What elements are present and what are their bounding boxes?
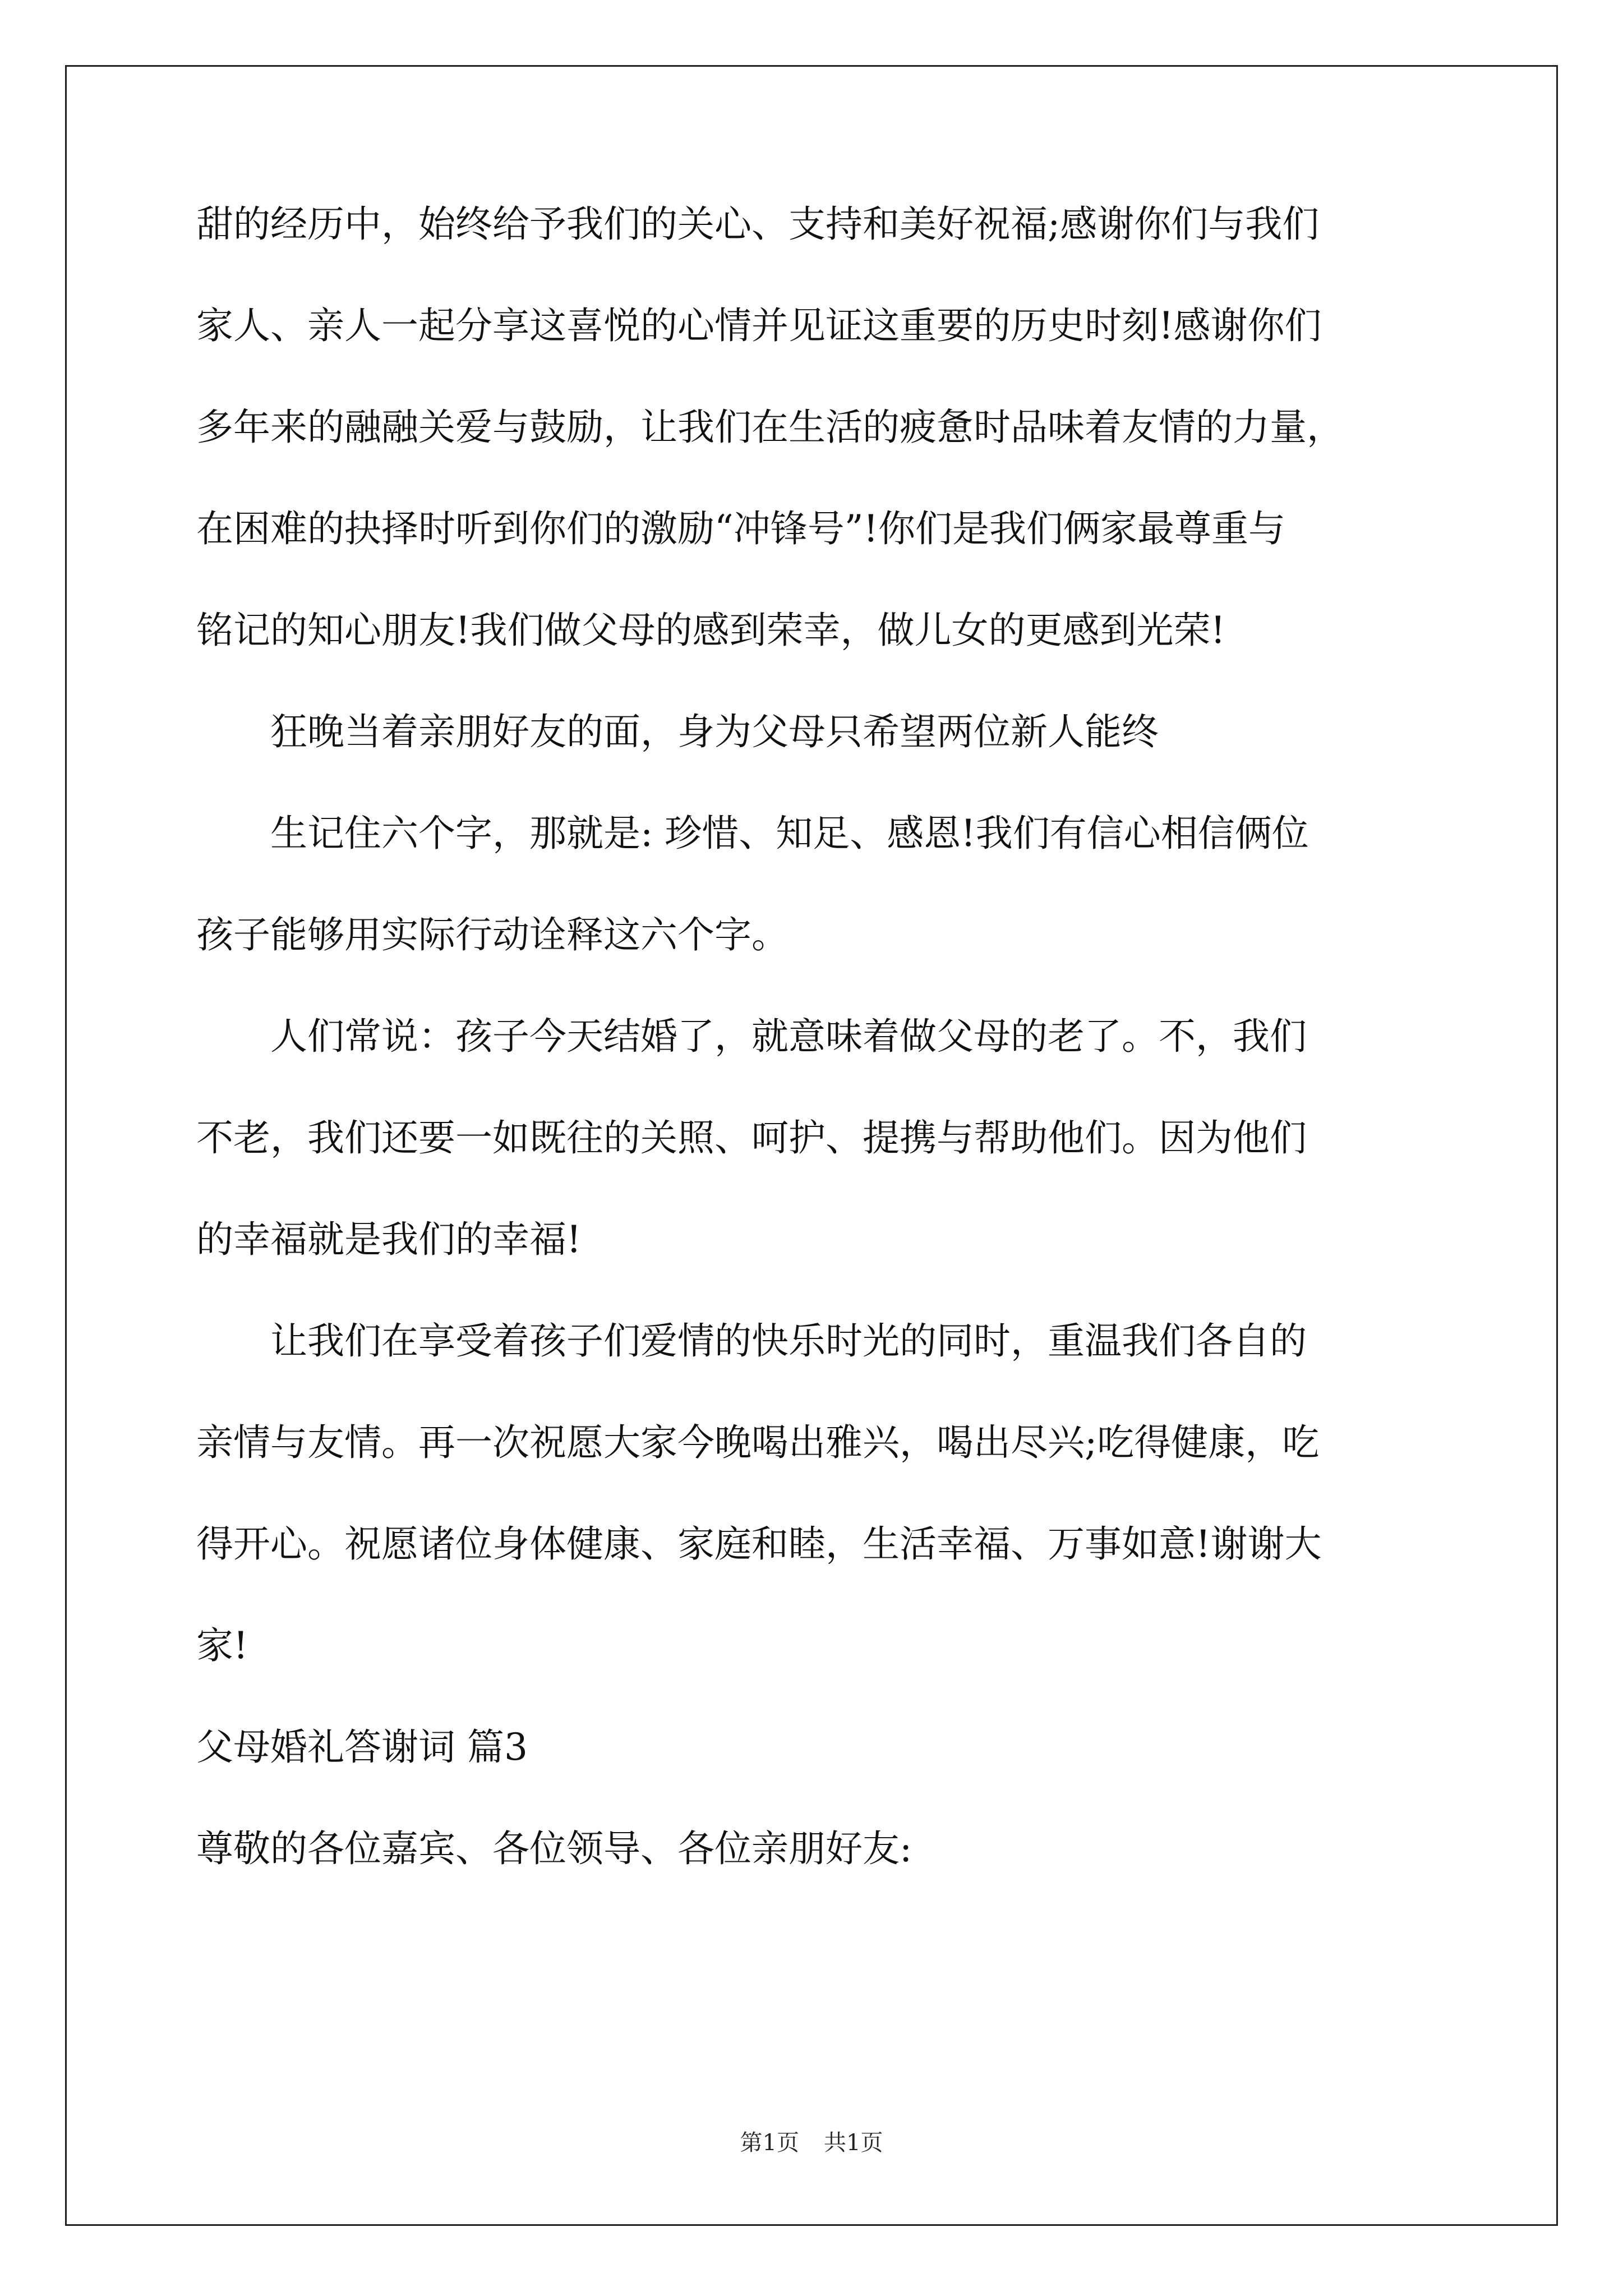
text-line: 铭记的知心朋友!我们做父母的感到荣幸，做儿女的更感到光荣! <box>196 609 1226 652</box>
text-line: 孩子能够用实际行动诠释这六个字。 <box>196 913 789 956</box>
paragraph-start-line: 让我们在享受着孩子们爱情的快乐时光的同时，重温我们各自的 <box>270 1319 1307 1363</box>
text-line: 不老，我们还要一如既往的关照、呵护、提携与帮助他们。因为他们 <box>196 1116 1307 1159</box>
paragraph-start-line: 狂晚当着亲朋好友的面，身为父母只希望两位新人能终 <box>270 710 1159 753</box>
paragraph-start-line: 生记住六个字，那就是: 珍惜、知足、感恩!我们有信心相信俩位 <box>270 812 1309 855</box>
page-number: 第1页 <box>740 2130 799 2156</box>
text-line: 在困难的抉择时听到你们的激励“冲锋号”!你们是我们俩家最尊重与 <box>196 507 1286 550</box>
section-heading: 父母婚礼答谢词 篇3 <box>196 1726 528 1769</box>
paragraph-start-line: 人们常说：孩子今天结婚了，就意味着做父母的老了。不，我们 <box>270 1015 1307 1058</box>
text-line: 甜的经历中，始终给予我们的关心、支持和美好祝福;感谢你们与我们 <box>196 203 1320 246</box>
document-body <box>196 202 1441 1928</box>
text-line: 多年来的融融关爱与鼓励，让我们在生活的疲惫时品味着友情的力量， <box>196 406 1344 449</box>
salutation: 尊敬的各位嘉宾、各位领导、各位亲朋好友: <box>196 1827 912 1870</box>
text-line: 的幸福就是我们的幸福! <box>196 1218 582 1261</box>
text-line: 亲情与友情。再一次祝愿大家今晚喝出雅兴，喝出尽兴;吃得健康，吃 <box>196 1421 1320 1464</box>
page-footer <box>0 2129 1623 2157</box>
text-line: 家人、亲人一起分享这喜悦的心情并见证这重要的历史时刻!感谢你们 <box>196 304 1322 347</box>
text-line: 家! <box>196 1624 248 1667</box>
text-line: 得开心。祝愿诸位身体健康、家庭和睦，生活幸福、万事如意!谢谢大 <box>196 1522 1322 1566</box>
page-total: 共1页 <box>824 2130 883 2156</box>
